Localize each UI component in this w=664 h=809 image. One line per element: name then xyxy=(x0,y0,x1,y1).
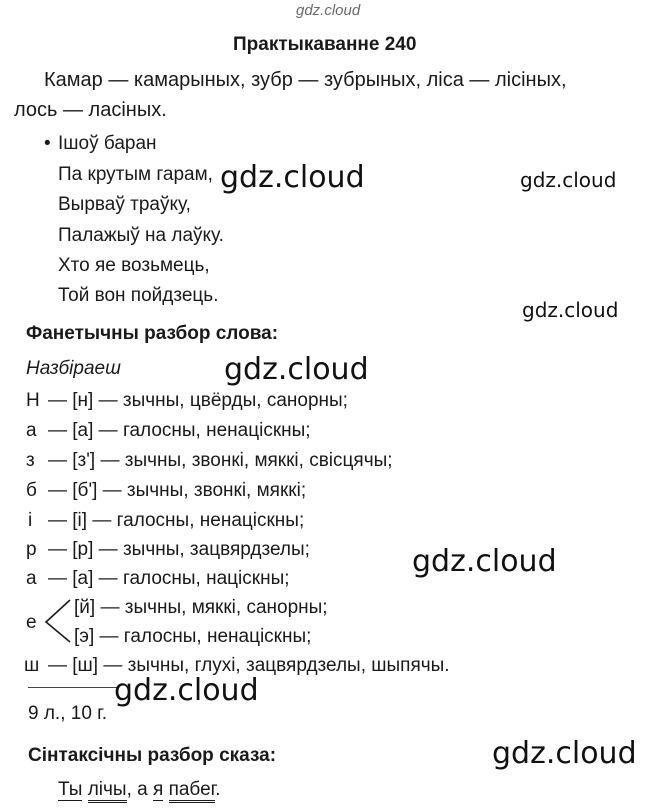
watermark: gdz.cloud xyxy=(520,168,617,192)
predicate-underline: пабег xyxy=(169,779,216,803)
phonetic-letter: б xyxy=(26,480,37,501)
phonetic-letter: а xyxy=(26,420,37,441)
poem-line-5: Хто яе возьмець, xyxy=(58,255,210,276)
watermark: gdz.cloud xyxy=(220,160,365,195)
phonetic-sound: — [з'] — зычны, звонкі, мяккі, свісцячы; xyxy=(48,450,393,471)
phonetic-letter: з xyxy=(26,450,35,471)
analyzed-word: Назбіраеш xyxy=(26,358,121,379)
watermark: gdz.cloud xyxy=(492,736,637,771)
intro-line-1: Камар — камарыных, зубр — зубрыных, ліса — лісіных, xyxy=(44,69,567,91)
exercise-title: Практыкаванне 240 xyxy=(233,34,417,55)
phonetic-heading: Фанетычны разбор слова: xyxy=(26,323,279,344)
phonetic-letter: і xyxy=(28,510,33,531)
phonetic-sound: — [н] — зычны, цвёрды, санорны; xyxy=(48,390,348,411)
watermark: gdz.cloud xyxy=(412,544,557,579)
phonetic-sound: — [р] — зычны, зацвярдзелы; xyxy=(48,539,310,560)
predicate-underline: лічы xyxy=(88,779,127,803)
poem-line-4: Палажыў на лаўку. xyxy=(58,225,224,246)
poem-line-6: Той вон пойдзець. xyxy=(58,285,219,306)
sentence xyxy=(58,779,221,801)
subject-underline: Ты xyxy=(58,779,83,800)
phonetic-sound: — [ш] — зычны, глухі, зацвярдзелы, шыпячы. xyxy=(48,655,450,676)
sentence-text: . xyxy=(215,779,221,800)
sentence-text: , а xyxy=(126,779,148,800)
intro-line-2: лось — ласіных. xyxy=(14,99,167,121)
watermark: gdz.cloud xyxy=(224,352,369,387)
phonetic-sound: [э] — галосны, ненаціскны; xyxy=(74,626,312,647)
phonetic-letter: а xyxy=(26,568,37,589)
divider-line xyxy=(28,687,118,688)
phonetic-sound: — [а] — галосны, націскны; xyxy=(48,568,290,589)
watermark: gdz.cloud xyxy=(114,673,259,708)
phonetic-sound: [й] — зычны, мяккі, санорны; xyxy=(74,597,328,618)
poem-line-3: Вырваў траўку, xyxy=(58,194,191,215)
poem-line-1: Ішоў баран xyxy=(58,133,157,154)
letter-sound-count: 9 л., 10 г. xyxy=(28,703,108,724)
poem-line-2: Па крутым гарам, xyxy=(58,164,213,185)
subject-underline: я xyxy=(153,779,164,800)
site-watermark-top: gdz.cloud xyxy=(296,2,361,19)
syntax-heading: Сінтаксічны разбор сказа: xyxy=(28,745,277,766)
phonetic-letter: е xyxy=(26,612,37,633)
phonetic-sound: — [і] — галосны, ненаціскны; xyxy=(48,510,305,531)
phonetic-letter: ш xyxy=(24,655,40,676)
phonetic-sound: — [б'] — зычны, звонкі, мяккі; xyxy=(48,480,307,501)
phonetic-letter: Н xyxy=(26,390,40,411)
poem-bullet: • xyxy=(44,133,51,154)
phonetic-letter: р xyxy=(26,539,37,560)
branch-bracket-icon xyxy=(22,598,76,646)
watermark: gdz.cloud xyxy=(522,298,619,322)
phonetic-sound: — [а] — галосны, ненаціскны; xyxy=(48,420,311,441)
